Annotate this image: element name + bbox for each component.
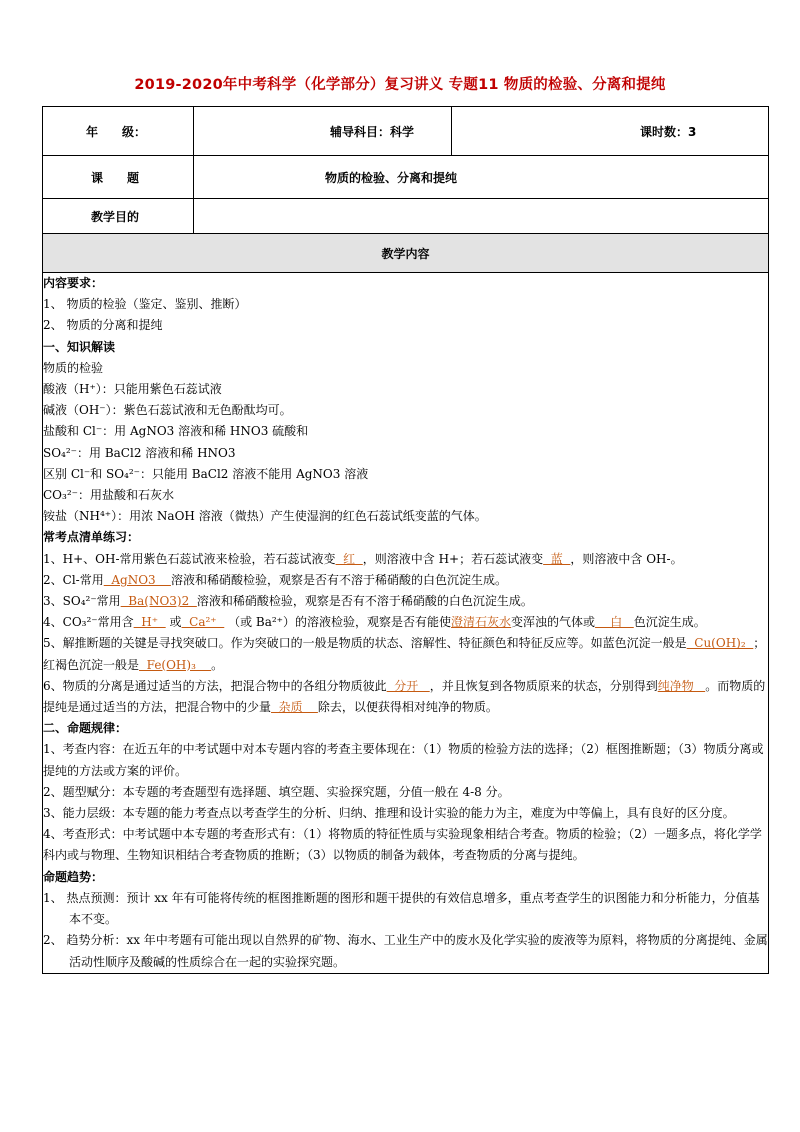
header-row-goal bbox=[43, 199, 769, 234]
section-knowledge-heading: 一、知识解读 bbox=[43, 339, 116, 354]
answer-blank: Ba(NO3)2 bbox=[120, 594, 197, 609]
document-title: 2019-2020年中考科学（化学部分）复习讲义 专题11 物质的检验、分离和提纯 bbox=[134, 77, 666, 93]
answer-blank: Cu(OH)₂ bbox=[686, 636, 754, 651]
requirements-heading: 内容要求： bbox=[43, 276, 104, 290]
practice-heading: 常考点清单练习： bbox=[43, 530, 140, 545]
answer-blank: 蓝 bbox=[543, 551, 571, 566]
knowledge-line: CO₃²⁻：用盐酸和石灰水 bbox=[43, 488, 174, 503]
knowledge-line: 盐酸和 Cl⁻：用 AgNO3 溶液和稀 HNO3 硫酸和 bbox=[43, 424, 309, 439]
grade-label: 年 级： bbox=[43, 107, 194, 156]
pattern-item: 1、考查内容：在近五年的中考试题中对本专题内容的考查主要体现在：（1）物质的检验方法的选择；（2）框图推断题；（3）物质分离或提纯的方法或方案的评价。 bbox=[43, 742, 764, 778]
practice-item-4: 4、CO₃²⁻常用含 H⁺ 或 Ca²⁺ （或 Ba²⁺）的溶液检验，观察是否有能使澄清石灰水变浑浊的气体或 白 色沉淀生成。 bbox=[43, 615, 706, 630]
answer-blank: AgNO3 bbox=[103, 572, 171, 587]
goal-value bbox=[194, 199, 769, 234]
header-row-content bbox=[43, 234, 769, 273]
knowledge-line: 铵盐（NH⁴⁺）：用浓 NaOH 溶液（微热）产生使湿润的红色石蕊试纸变蓝的气体。 bbox=[43, 509, 487, 524]
subject-label: 辅导科目：科学 bbox=[194, 107, 452, 156]
practice-item-3: 3、SO₄²⁻常用 Ba(NO3)2 溶液和稀硝酸检验，观察是否有不溶于稀硝酸的白色沉淀生成。 bbox=[43, 594, 533, 609]
answer-blank: 白 bbox=[595, 615, 634, 630]
practice-item-5: 5、解推断题的关键是寻找突破口。作为突破口的一般是物质的状态、溶解性、特征颜色和特征反应等。如蓝色沉淀一般是 Cu(OH)₂ ；红褐色沉淀一般是 Fe(OH)₃ 。 bbox=[43, 636, 766, 672]
trend-heading: 命题趋势： bbox=[43, 869, 104, 884]
content-heading: 教学内容 bbox=[43, 234, 769, 273]
pattern-item: 2、题型赋分：本专题的考查题型有选择题、填空题、实验探究题，分值一般在 4-8 分。 bbox=[43, 784, 510, 799]
answer-blank: 澄清石灰水 bbox=[451, 615, 512, 630]
practice-item-2: 2、Cl-常用 AgNO3 溶液和稀硝酸检验，观察是否有不溶于稀硝酸的白色沉淀生成。 bbox=[43, 572, 507, 587]
header-row-grade bbox=[43, 107, 769, 156]
content-row bbox=[43, 273, 769, 974]
answer-blank: H⁺ bbox=[133, 615, 166, 630]
section-pattern-heading: 二、命题规律： bbox=[43, 721, 128, 736]
content-body bbox=[43, 273, 769, 974]
practice-item-6: 6、物质的分离是通过适当的方法，把混合物中的各组分物质彼此 分开 ，并且恢复到各物质原来的状态，分别得到纯净物 。而物质的提纯是通过适当的方法，把混合物中的少量 杂质 除去，以便获得相对纯净的物质。 bbox=[43, 678, 766, 715]
topic-label: 课 题 bbox=[43, 156, 194, 199]
goal-label: 教学目的 bbox=[43, 199, 194, 234]
pattern-item: 3、能力层级：本专题的能力考查点以考查学生的分析、归纳、推理和设计实验的能力为主，难度为中等偏上，具有良好的区分度。 bbox=[43, 806, 735, 821]
header-row-topic bbox=[43, 156, 769, 199]
topic-value: 物质的检验、分离和提纯 bbox=[194, 156, 769, 199]
answer-blank: Fe(OH)₃ bbox=[139, 657, 212, 672]
practice-item-1: 1、H+、OH-常用紫色石蕊试液来检验，若石蕊试液变 红 ，则溶液中含 H+；若石蕊试液变 蓝 ，则溶液中含 OH-。 bbox=[43, 551, 683, 566]
requirement-item: 2、 物质的分离和提纯 bbox=[43, 318, 163, 333]
knowledge-line: 酸液（H⁺）：只能用紫色石蕊试液 bbox=[43, 382, 222, 397]
hours-label: 课时数：3 bbox=[452, 107, 769, 156]
knowledge-line: 碱液（OH⁻）：紫色石蕊试液和无色酚酞均可。 bbox=[43, 403, 292, 418]
requirement-item: 1、 物质的检验（鉴定、鉴别、推断） bbox=[43, 297, 247, 312]
knowledge-line: 物质的检验 bbox=[43, 360, 104, 375]
answer-blank: 纯净物 bbox=[657, 678, 706, 693]
knowledge-line: 区别 Cl⁻和 SO₄²⁻：只能用 BaCl2 溶液不能用 AgNO3 溶液 bbox=[43, 466, 369, 481]
pattern-item: 4、考查形式：中考试题中本专题的考查形式有：（1）将物质的特征性质与实验现象相结合考查。物质的检验；（2）一题多点，将化学学科内或与物理、生物知识相结合考查物质的推断；（3）以物质的制备为载体，考查物质的分离与提纯。 bbox=[43, 827, 762, 863]
answer-blank: 杂质 bbox=[271, 700, 318, 715]
trend-item: 1、 热点预测：预计 xx 年有可能将传统的框图推断题的图形和题干提供的有效信息增多，重点考查学生的识图能力和分析能力，分值基本不变。 bbox=[43, 890, 760, 927]
trend-item: 2、 趋势分析：xx 年中考题有可能出现以自然界的矿物、海水、工业生产中的废水及化学实验的废液等为原料，将物质的分离提纯、金属活动性顺序及酸碱的性质综合在一起的实验探究题。 bbox=[43, 933, 768, 969]
answer-blank: 分开 bbox=[386, 678, 430, 693]
lesson-table bbox=[42, 106, 769, 974]
knowledge-line: SO₄²⁻：用 BaCl2 溶液和稀 HNO3 bbox=[43, 445, 236, 460]
answer-blank: Ca²⁺ bbox=[181, 615, 225, 630]
answer-blank: 红 bbox=[335, 551, 363, 566]
